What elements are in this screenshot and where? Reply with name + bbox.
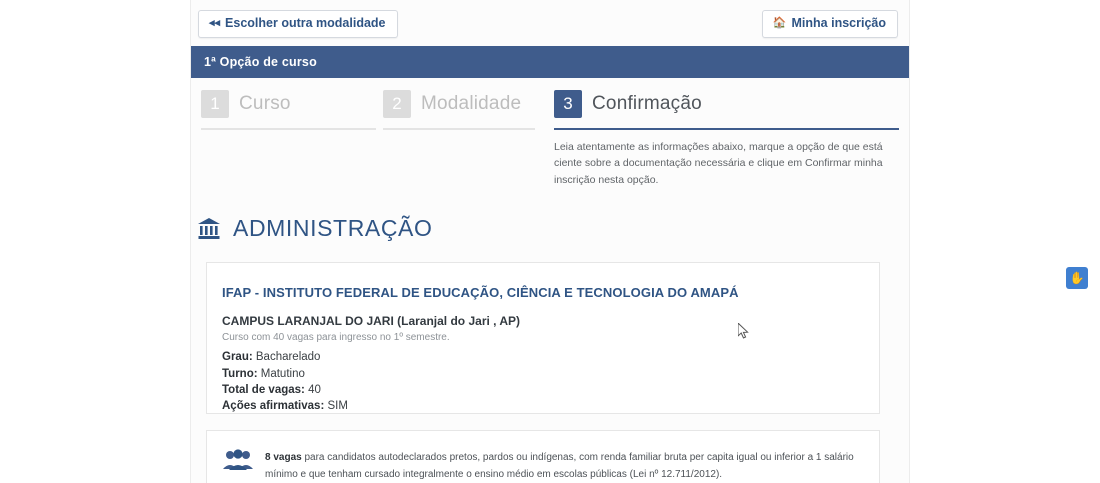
field-grau-value: Bacharelado (255, 351, 321, 364)
bank-columns-icon (196, 216, 222, 242)
course-name: ADMINISTRAÇÃO (233, 215, 433, 241)
step-description: Leia atentamente as informações abaixo, marque a opção de que está ciente sobre a documentação necessária e clique em Confirmar minha inscrição nesta opção. (554, 141, 883, 186)
field-grau (222, 349, 520, 365)
accessibility-hand-icon: ✋ (1069, 271, 1085, 285)
field-turno-value: Matutino (260, 367, 305, 380)
step-modalidade-label: Modalidade (421, 93, 522, 114)
home-icon: 🏠 (772, 17, 787, 29)
step-confirmacao[interactable] (554, 90, 899, 130)
step-confirmacao-rule (554, 128, 899, 130)
field-acoes-afirmativas-label: Ações afirmativas: (222, 400, 325, 413)
step-modalidade-number: 2 (383, 90, 411, 118)
step-curso-label: Curso (239, 93, 291, 114)
field-turno (222, 366, 520, 382)
my-registration-button[interactable] (762, 10, 898, 38)
my-registration-label: Minha inscrição (791, 16, 886, 30)
field-total-vagas-label: Total de vagas: (222, 383, 305, 396)
step-indicator (191, 90, 909, 136)
campus-name: CAMPUS LARANJAL DO JARI (Laranjal do Jari , AP) (222, 314, 521, 328)
step-curso-number: 1 (201, 90, 229, 118)
step-confirmacao-label: Confirmação (592, 93, 702, 114)
option-title-bar (191, 46, 909, 78)
course-detail-card (206, 262, 880, 414)
quota-text (265, 450, 865, 483)
choose-another-modality-label: Escolher outra modalidade (225, 16, 386, 30)
left-gutter (0, 0, 191, 483)
field-grau-label: Grau: (222, 351, 253, 364)
field-total-vagas-value: 40 (308, 383, 321, 396)
step-curso[interactable] (201, 90, 376, 130)
course-title (196, 215, 432, 242)
step-modalidade-rule (383, 128, 535, 130)
quota-card (206, 430, 880, 483)
vacancies-note: Curso com 40 vagas para ingresso no 1º semestre. (222, 332, 450, 344)
quota-description: para candidatos autodeclarados pretos, pardos ou indígenas, com renda familiar bruta per capita igual ou inferior a 1 salário mínimo e que tenham cursado integralmente o ensino médio em escolas públicas (Lei nº 12.711/2012). (265, 452, 854, 480)
step-curso-rule (201, 128, 376, 130)
top-button-bar (0, 0, 1100, 44)
course-details (222, 313, 520, 415)
step-confirmacao-number: 3 (554, 90, 582, 118)
accessibility-widget-button[interactable] (1066, 267, 1088, 289)
step-modalidade[interactable] (383, 90, 535, 130)
field-total-vagas (222, 382, 520, 398)
institution-name: IFAP - INSTITUTO FEDERAL DE EDUCAÇÃO, CIÊNCIA E TECNOLOGIA DO AMAPÁ (222, 285, 739, 300)
mouse-cursor (738, 323, 749, 339)
field-turno-label: Turno: (222, 367, 258, 380)
double-chevron-left-icon: ◂◂ (209, 17, 221, 29)
choose-another-modality-button[interactable] (198, 10, 398, 38)
field-acoes-afirmativas (222, 398, 520, 414)
field-acoes-afirmativas-value: SIM (327, 400, 348, 413)
group-people-icon (223, 449, 253, 476)
quota-highlight: 8 vagas (265, 452, 302, 463)
option-title-label: 1ª Opção de curso (204, 55, 317, 69)
right-gutter (909, 0, 1100, 483)
